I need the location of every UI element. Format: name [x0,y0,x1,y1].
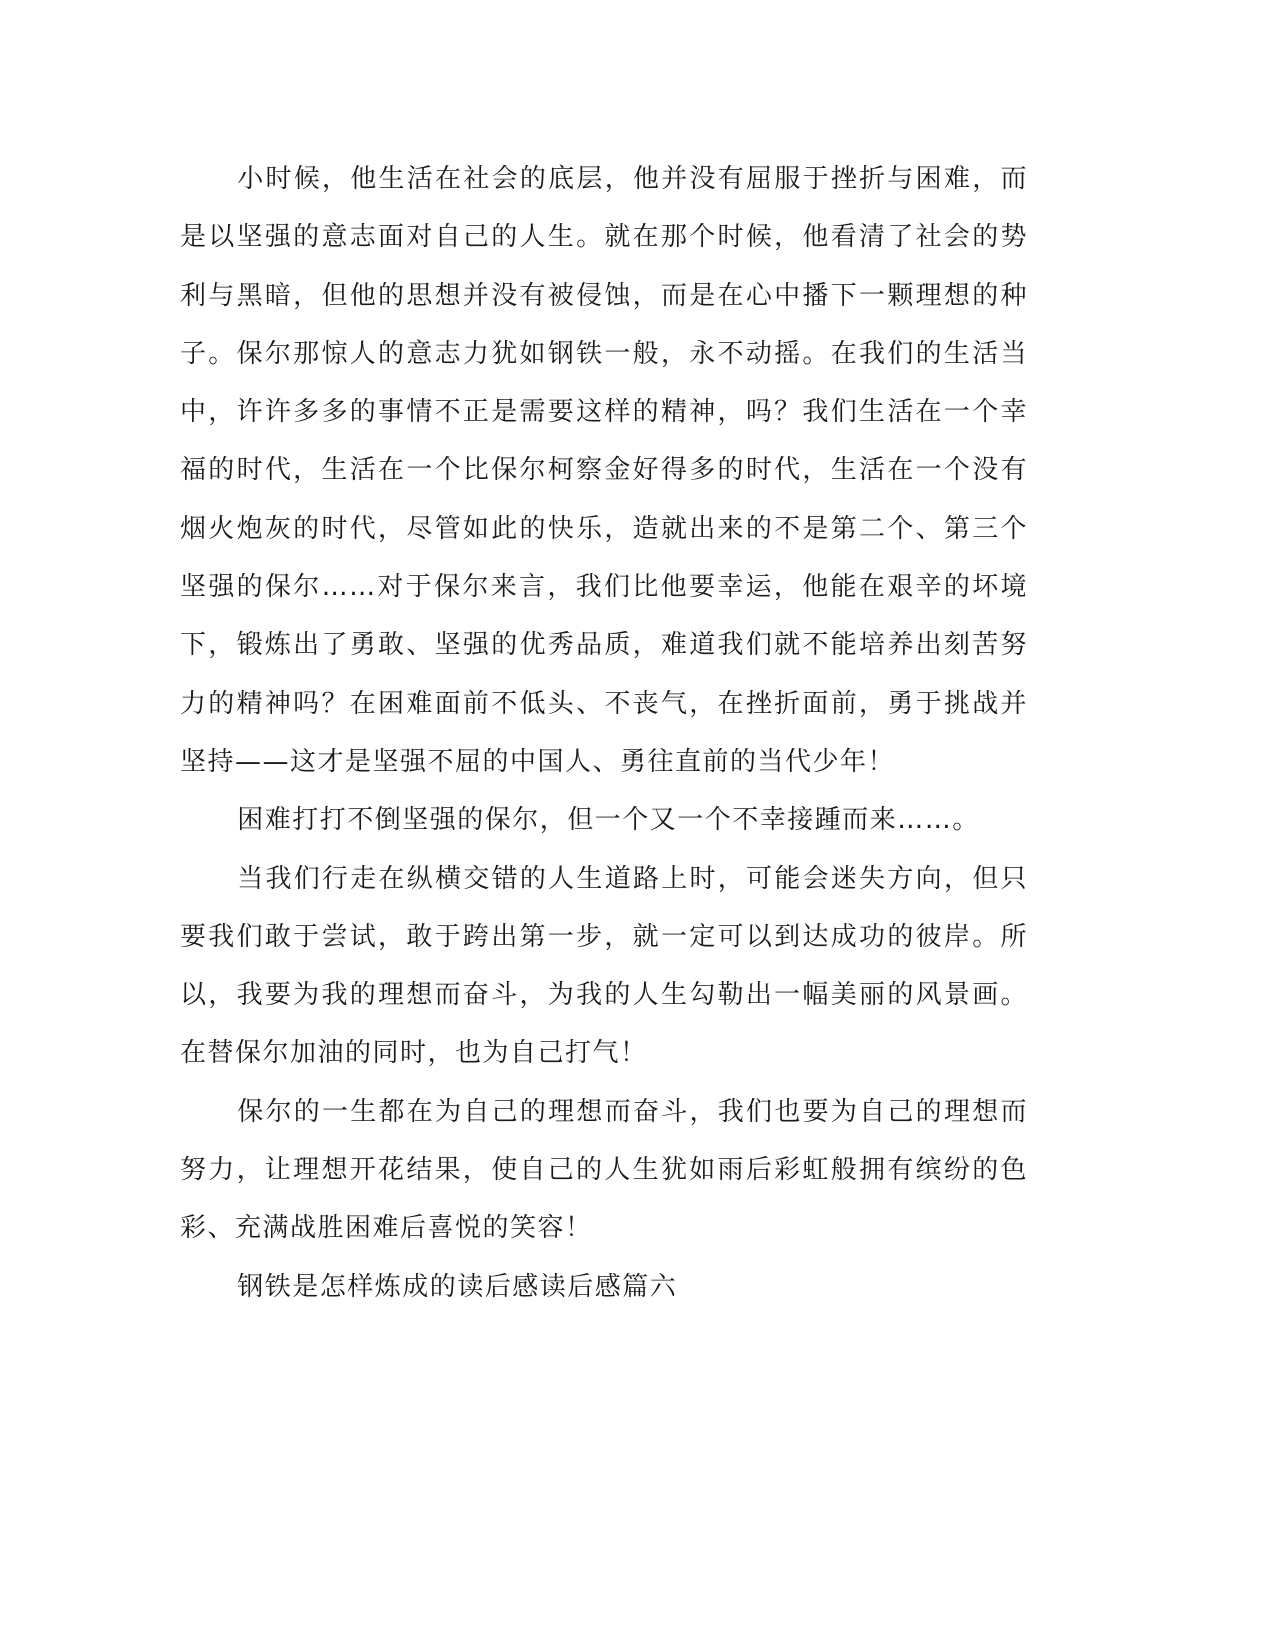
paragraph-life-road: 当我们行走在纵横交错的人生道路上时，可能会迷失方向，但只要我们敢于尝试，敢于跨出第一步，就一定可以到达成功的彼岸。所以，我要为我的理想而奋斗，为我的人生勾勒出一幅美丽的风景画。在替保尔加油的同时，也为自己打气！ [180,863,1028,1069]
document-page [180,150,1028,1316]
paragraph-pursue-ideals: 保尔的一生都在为自己的理想而奋斗，我们也要为自己的理想而努力，让理想开花结果，使自己的人生犹如雨后彩虹般拥有缤纷的色彩、充满战胜困难后喜悦的笑容！ [180,1096,1028,1244]
paragraph-misfortunes: 困难打打不倒坚强的保尔，但一个又一个不幸接踵而来……。 [237,805,980,836]
section-heading: 钢铁是怎样炼成的读后感读后感篇六 [237,1271,678,1302]
paragraph-paul-childhood: 小时候，他生活在社会的底层，他并没有屈服于挫折与困难，而是以坚强的意志面对自己的人生。就在那个时候，他看清了社会的势利与黑暗，但他的思想并没有被侵蚀，而是在心中播下一颗理想的种子。保尔那惊人的意志力犹如钢铁一般，永不动摇。在我们的生活当中，许许多多的事情不正是需要这样的精神，吗？我们生活在一个幸福的时代，生活在一个比保尔柯察金好得多的时代，生活在一个没有烟火炮灰的时代，尽管如此的快乐，造就出来的不是第二个、第三个坚强的保尔……对于保尔来言，我们比他要幸运，他能在艰辛的坏境下，锻炼出了勇敢、坚强的优秀品质，难道我们就不能培养出刻苦努力的精神吗？在困难面前不低头、不丧气，在挫折面前，勇于挑战并坚持——这才是坚强不屈的中国人、勇往直前的当代少年！ [180,164,1028,777]
